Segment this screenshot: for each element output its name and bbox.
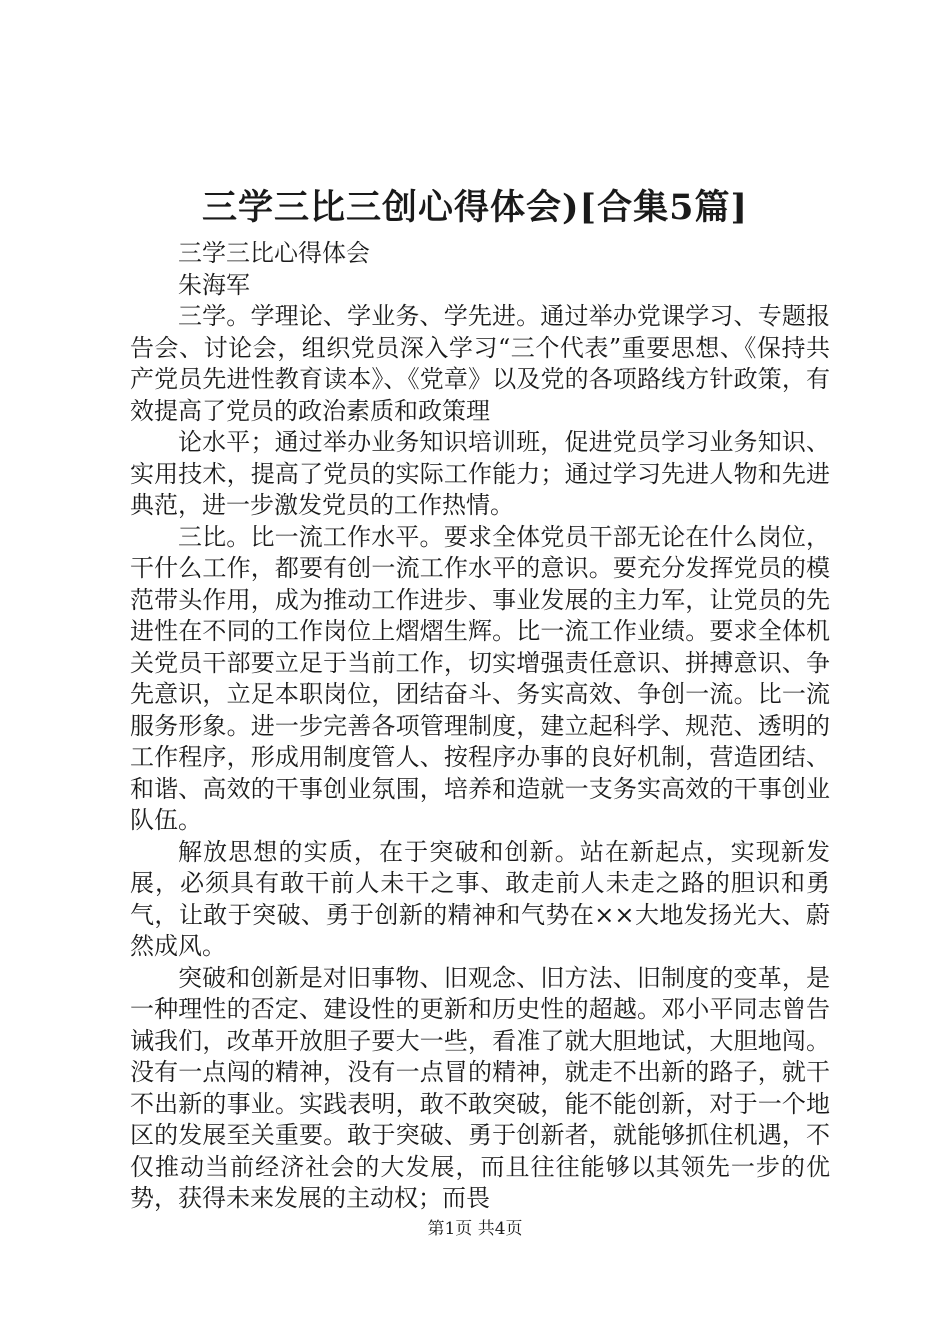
document-body: [130, 238, 830, 1215]
body-paragraph: 解放思想的实质，在于突破和创新。站在新起点，实现新发展，必须具有敢干前人未干之事、敢走前人未走之路的胆识和勇气，让敢于突破、勇于创新的精神和气势在××大地发扬光大、蔚然成风。: [130, 837, 830, 960]
body-paragraph: 突破和创新是对旧事物、旧观念、旧方法、旧制度的变革，是一种理性的否定、建设性的更新和历史性的超越。邓小平同志曾告诫我们，改革开放胆子要大一些，看准了就大胆地试，大胆地闯。没有一点闯的精神，没有一点冒的精神，就走不出新的路子，就干不出新的事业。实践表明，敢不敢突破，能不能创新，对于一个地区的发展至关重要。敢于突破、勇于创新者，就能够抓住机遇，不仅推动当前经济社会的大发展，而且往往能够以其领先一步的优势，获得未来发展的主动权；而畏: [130, 963, 830, 1212]
document-title: 三学三比三创心得体会)[合集5篇]: [201, 187, 749, 228]
page-footer: 第1页 共4页: [427, 1219, 523, 1239]
body-paragraph: 论水平；通过举办业务知识培训班，促进党员学习业务知识、实用技术，提高了党员的实际工作能力；通过学习先进人物和先进典范，进一步激发党员的工作热情。: [130, 428, 830, 519]
author-paragraph: 朱海军: [178, 270, 250, 299]
body-paragraph: 三比。比一流工作水平。要求全体党员干部无论在什么岗位，干什么工作，都要有创一流工作水平的意识。要充分发挥党员的模范带头作用，成为推动工作进步、事业发展的主力军，让党员的先进性在不同的工作岗位上熠熠生辉。比一流工作业绩。要求全体机关党员干部要立足于当前工作，切实增强责任意识、拼搏意识、争先意识，立足本职岗位，团结奋斗、务实高效、争创一流。比一流服务形象。进一步完善各项管理制度，建立起科学、规范、透明的工作程序，形成用制度管人、按程序办事的良好机制，营造团结、和谐、高效的干事创业氛围，培养和造就一支务实高效的干事创业队伍。: [130, 522, 830, 834]
subtitle-paragraph: 三学三比心得体会: [178, 239, 370, 267]
body-paragraph: 三学。学理论、学业务、学先进。通过举办党课学习、专题报告会、讨论会，组织党员深入学习“三个代表”重要思想、《保持共产党员先进性教育读本》、《党章》以及党的各项路线方针政策，有效提高了党员的政治素质和政策理: [130, 302, 830, 425]
